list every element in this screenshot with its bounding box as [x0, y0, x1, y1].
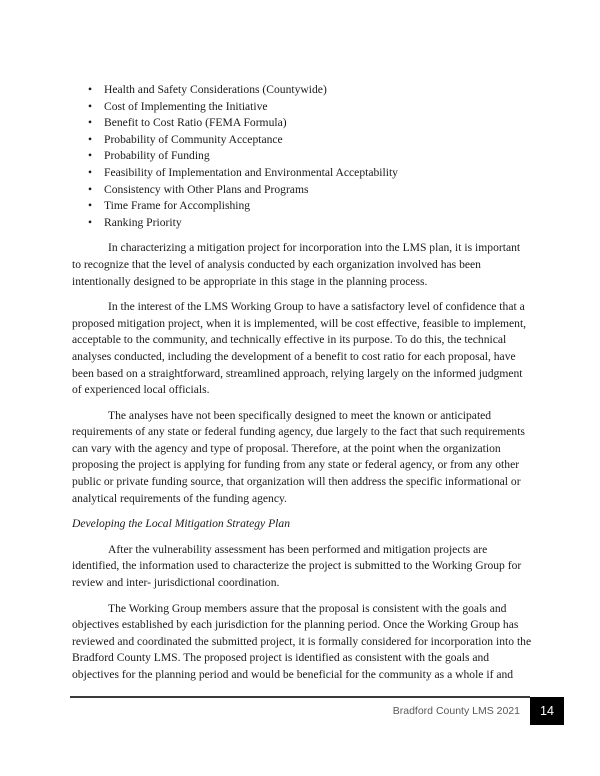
list-item: • Feasibility of Implementation and Environmental Acceptability [72, 165, 532, 182]
footer-title: Bradford County LMS 2021 [392, 705, 520, 717]
paragraph-working-group: The Working Group members assure that the proposal is consistent with the goals and objectives established by each jurisdiction for the planning period. Once the Working Group has reviewed and coordinated the submitted project, it is formally considered for incorporation into the Bradford County LMS. The proposed project is identified as consistent with the goals and objectives for the planning period and would be beneficial for the community as a whole if and [72, 601, 532, 681]
section-heading: Developing the Local Mitigation Strategy Plan [72, 517, 290, 531]
bullet-icon: • [88, 99, 93, 113]
bullet-icon: • [88, 149, 93, 163]
list-item: • Health and Safety Considerations (Countywide) [72, 82, 532, 99]
list-item: • Probability of Community Acceptance [72, 132, 532, 149]
footer-divider [70, 696, 530, 698]
bullet-icon: • [88, 116, 93, 130]
bullet-icon: • [88, 132, 93, 146]
paragraph-funding-requirements: The analyses have not been specifically designed to meet the known or anticipated requirements of any state or federal funding agency, due largely to the fact that such requirements can vary with the agency and type of proposal. Therefore, at the point when the organization proposing the project is applying for funding from any state or federal agency, or from any other public or private funding source, that organization will then address the specific informational or analytical requirements of the funding agency. [72, 408, 525, 505]
bullet-icon: • [88, 165, 93, 179]
list-item: • Benefit to Cost Ratio (FEMA Formula) [72, 115, 532, 132]
document-body [72, 82, 532, 684]
bullet-icon: • [88, 182, 93, 196]
paragraph-analysis-level: In characterizing a mitigation project for incorporation into the LMS plan, it is important to recognize that the level of analysis conducted by each organization involved has been intentionally designed to be appropriate in this stage in the planning process. [72, 241, 521, 288]
bullet-icon: • [88, 215, 93, 229]
list-item: • Cost of Implementing the Initiative [72, 99, 532, 116]
list-item: • Time Frame for Accomplishing [72, 198, 532, 215]
bullet-icon: • [88, 83, 93, 96]
page-number: 14 [530, 697, 564, 725]
bullet-icon: • [88, 199, 93, 213]
paragraph-vulnerability-assessment: After the vulnerability assessment has been performed and mitigation projects are identified, the information used to characterize the project is submitted to the Working Group for review and inter- jurisdictional coordination. [72, 542, 522, 590]
list-item: • Consistency with Other Plans and Programs [72, 182, 532, 199]
paragraph-confidence: In the interest of the LMS Working Group to have a satisfactory level of confidence that a proposed mitigation project, when it is implemented, will be cost effective, feasible to implement, acceptable to the community, and technically effective in its purpose. To do this, the technical analyses conducted, including the development of a benefit to cost ratio for each proposal, have been based on a straightforward, streamlined approach, relying largely on the informed judgment of experienced local officials. [72, 300, 527, 397]
list-item: • Ranking Priority [72, 215, 532, 232]
list-item: • Probability of Funding [72, 148, 532, 165]
criteria-list [72, 82, 532, 231]
